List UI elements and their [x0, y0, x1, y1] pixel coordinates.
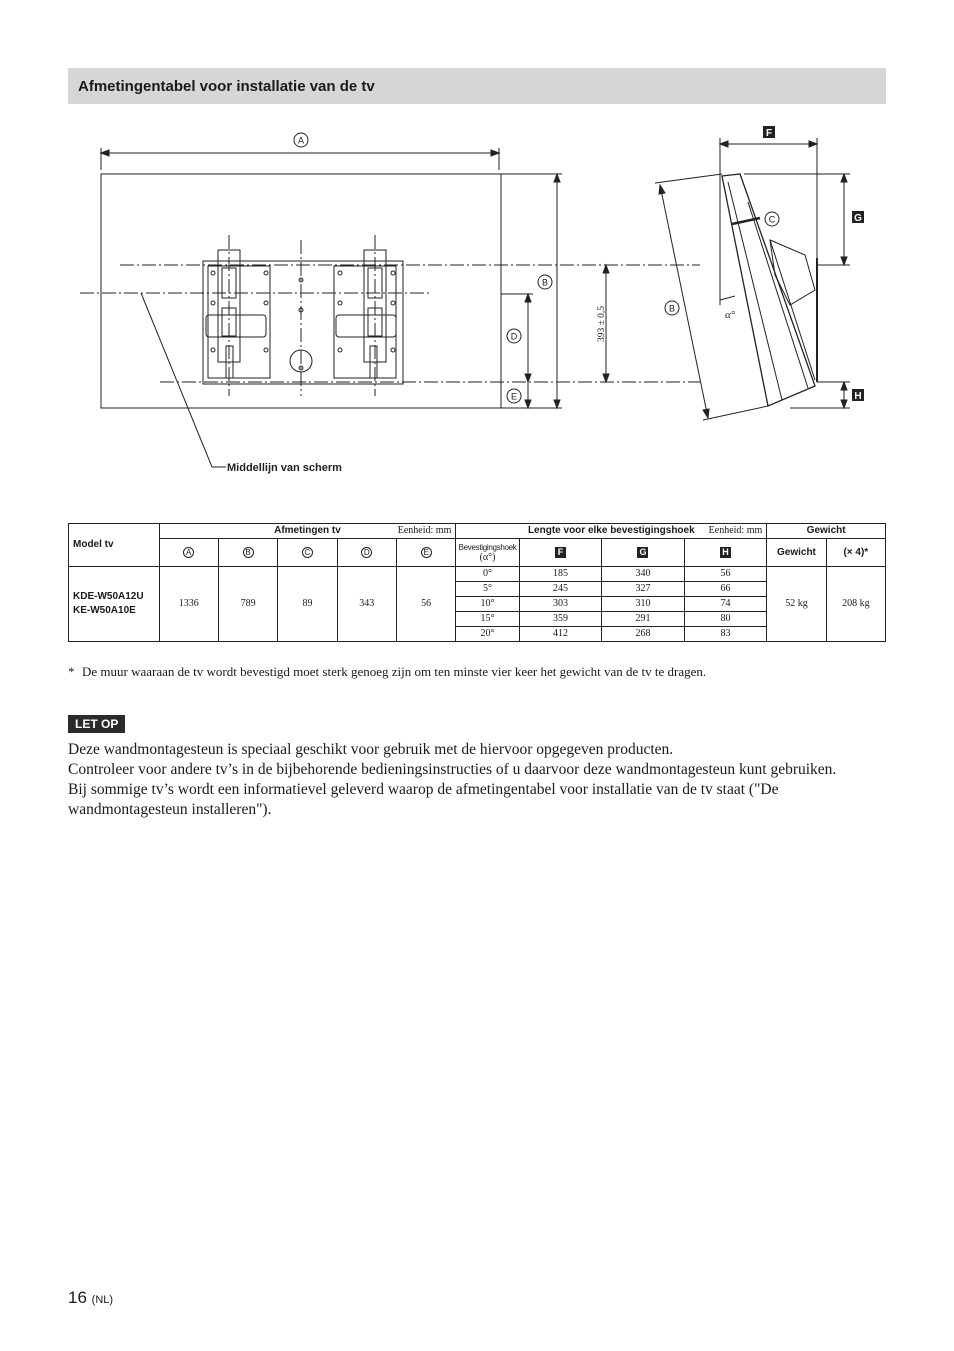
page-lang: (NL)	[91, 1294, 114, 1306]
g-cell: 310	[602, 597, 685, 612]
h-cell: 66	[684, 582, 767, 597]
lengths-group-header: Lengte voor elke bevestigingshoek Eenheid: mm	[456, 524, 767, 539]
centerline-label: Middellijn van scherm	[227, 462, 342, 474]
f-cell: 412	[519, 627, 602, 642]
caution-paragraph: Deze wandmontagesteun is speciaal geschikt voor gebruik met de hiervoor opgegeven producten.	[68, 741, 674, 758]
col-f: F	[519, 539, 602, 567]
label-b-front: B	[541, 277, 549, 288]
label-c: C	[768, 214, 776, 225]
col-d: D	[337, 539, 396, 567]
col-weight: Gewicht	[767, 539, 826, 567]
col-h: H	[684, 539, 767, 567]
dim-d-value: 343	[337, 567, 396, 642]
h-cell: 74	[684, 597, 767, 612]
caution-body	[68, 740, 894, 820]
dim-a-value: 1336	[159, 567, 218, 642]
installation-diagram	[0, 110, 954, 510]
label-f: F	[765, 128, 773, 139]
page-number-value: 16	[68, 1288, 87, 1307]
dimensions-table	[68, 523, 886, 642]
col-weight-x4: (× 4)*	[826, 539, 885, 567]
dim-b-value: 789	[218, 567, 277, 642]
f-cell: 185	[519, 567, 602, 582]
angle-cell: 10°	[456, 597, 519, 612]
col-b: B	[218, 539, 277, 567]
col-a: A	[159, 539, 218, 567]
col-angle: Bevestigingshoek (α°)	[456, 539, 519, 567]
dims-group-header: Afmetingen tv Eenheid: mm	[159, 524, 456, 539]
f-cell: 359	[519, 612, 602, 627]
dim-e-value: 56	[396, 567, 455, 642]
label-d: D	[510, 331, 518, 342]
weight-group-header: Gewicht	[767, 524, 886, 539]
g-cell: 340	[602, 567, 685, 582]
col-g: G	[602, 539, 685, 567]
caution-paragraph: Bij sommige tv’s wordt een informatievel geleverd waarop de afmetingentabel voor installatie van de tv staat ("De wandmontagesteun installeren").	[68, 781, 779, 818]
caution-paragraph: Controleer voor andere tv’s in de bijbehorende bedieningsinstructies of u daarvoor deze wandmontagesteun kunt gebruiken.	[68, 761, 837, 778]
angle-cell: 15°	[456, 612, 519, 627]
angle-cell: 5°	[456, 582, 519, 597]
table-row	[69, 567, 886, 582]
weight-x4-value: 208 kg	[826, 567, 885, 642]
g-cell: 291	[602, 612, 685, 627]
angle-cell: 0°	[456, 567, 519, 582]
dim-c-value: 89	[278, 567, 337, 642]
g-cell: 327	[602, 582, 685, 597]
footnote-text: De muur waaraan de tv wordt bevestigd moet sterk genoeg zijn om ten minste vier keer het gewicht van de tv te dragen.	[82, 664, 707, 679]
h-cell: 56	[684, 567, 767, 582]
col-c: C	[278, 539, 337, 567]
section-title: Afmetingentabel voor installatie van de tv	[68, 68, 886, 104]
dim-393: 393 ± 0,5	[597, 305, 607, 343]
footnote	[68, 664, 898, 680]
model-names: KDE-W50A12U KE-W50A10E	[69, 567, 160, 642]
label-b-side: B	[668, 303, 676, 314]
h-cell: 80	[684, 612, 767, 627]
caution-badge: LET OP	[68, 715, 125, 733]
page-number	[68, 1288, 113, 1308]
label-h: H	[854, 391, 862, 402]
angle-cell: 20°	[456, 627, 519, 642]
f-cell: 245	[519, 582, 602, 597]
angle-label: α°	[725, 309, 736, 321]
f-cell: 303	[519, 597, 602, 612]
model-header: Model tv	[69, 524, 160, 567]
weight-value: 52 kg	[767, 567, 826, 642]
footnote-star: *	[68, 664, 75, 679]
g-cell: 268	[602, 627, 685, 642]
label-g: G	[854, 213, 862, 224]
col-e: E	[396, 539, 455, 567]
h-cell: 83	[684, 627, 767, 642]
label-a: A	[297, 135, 305, 146]
label-e: E	[510, 391, 518, 402]
